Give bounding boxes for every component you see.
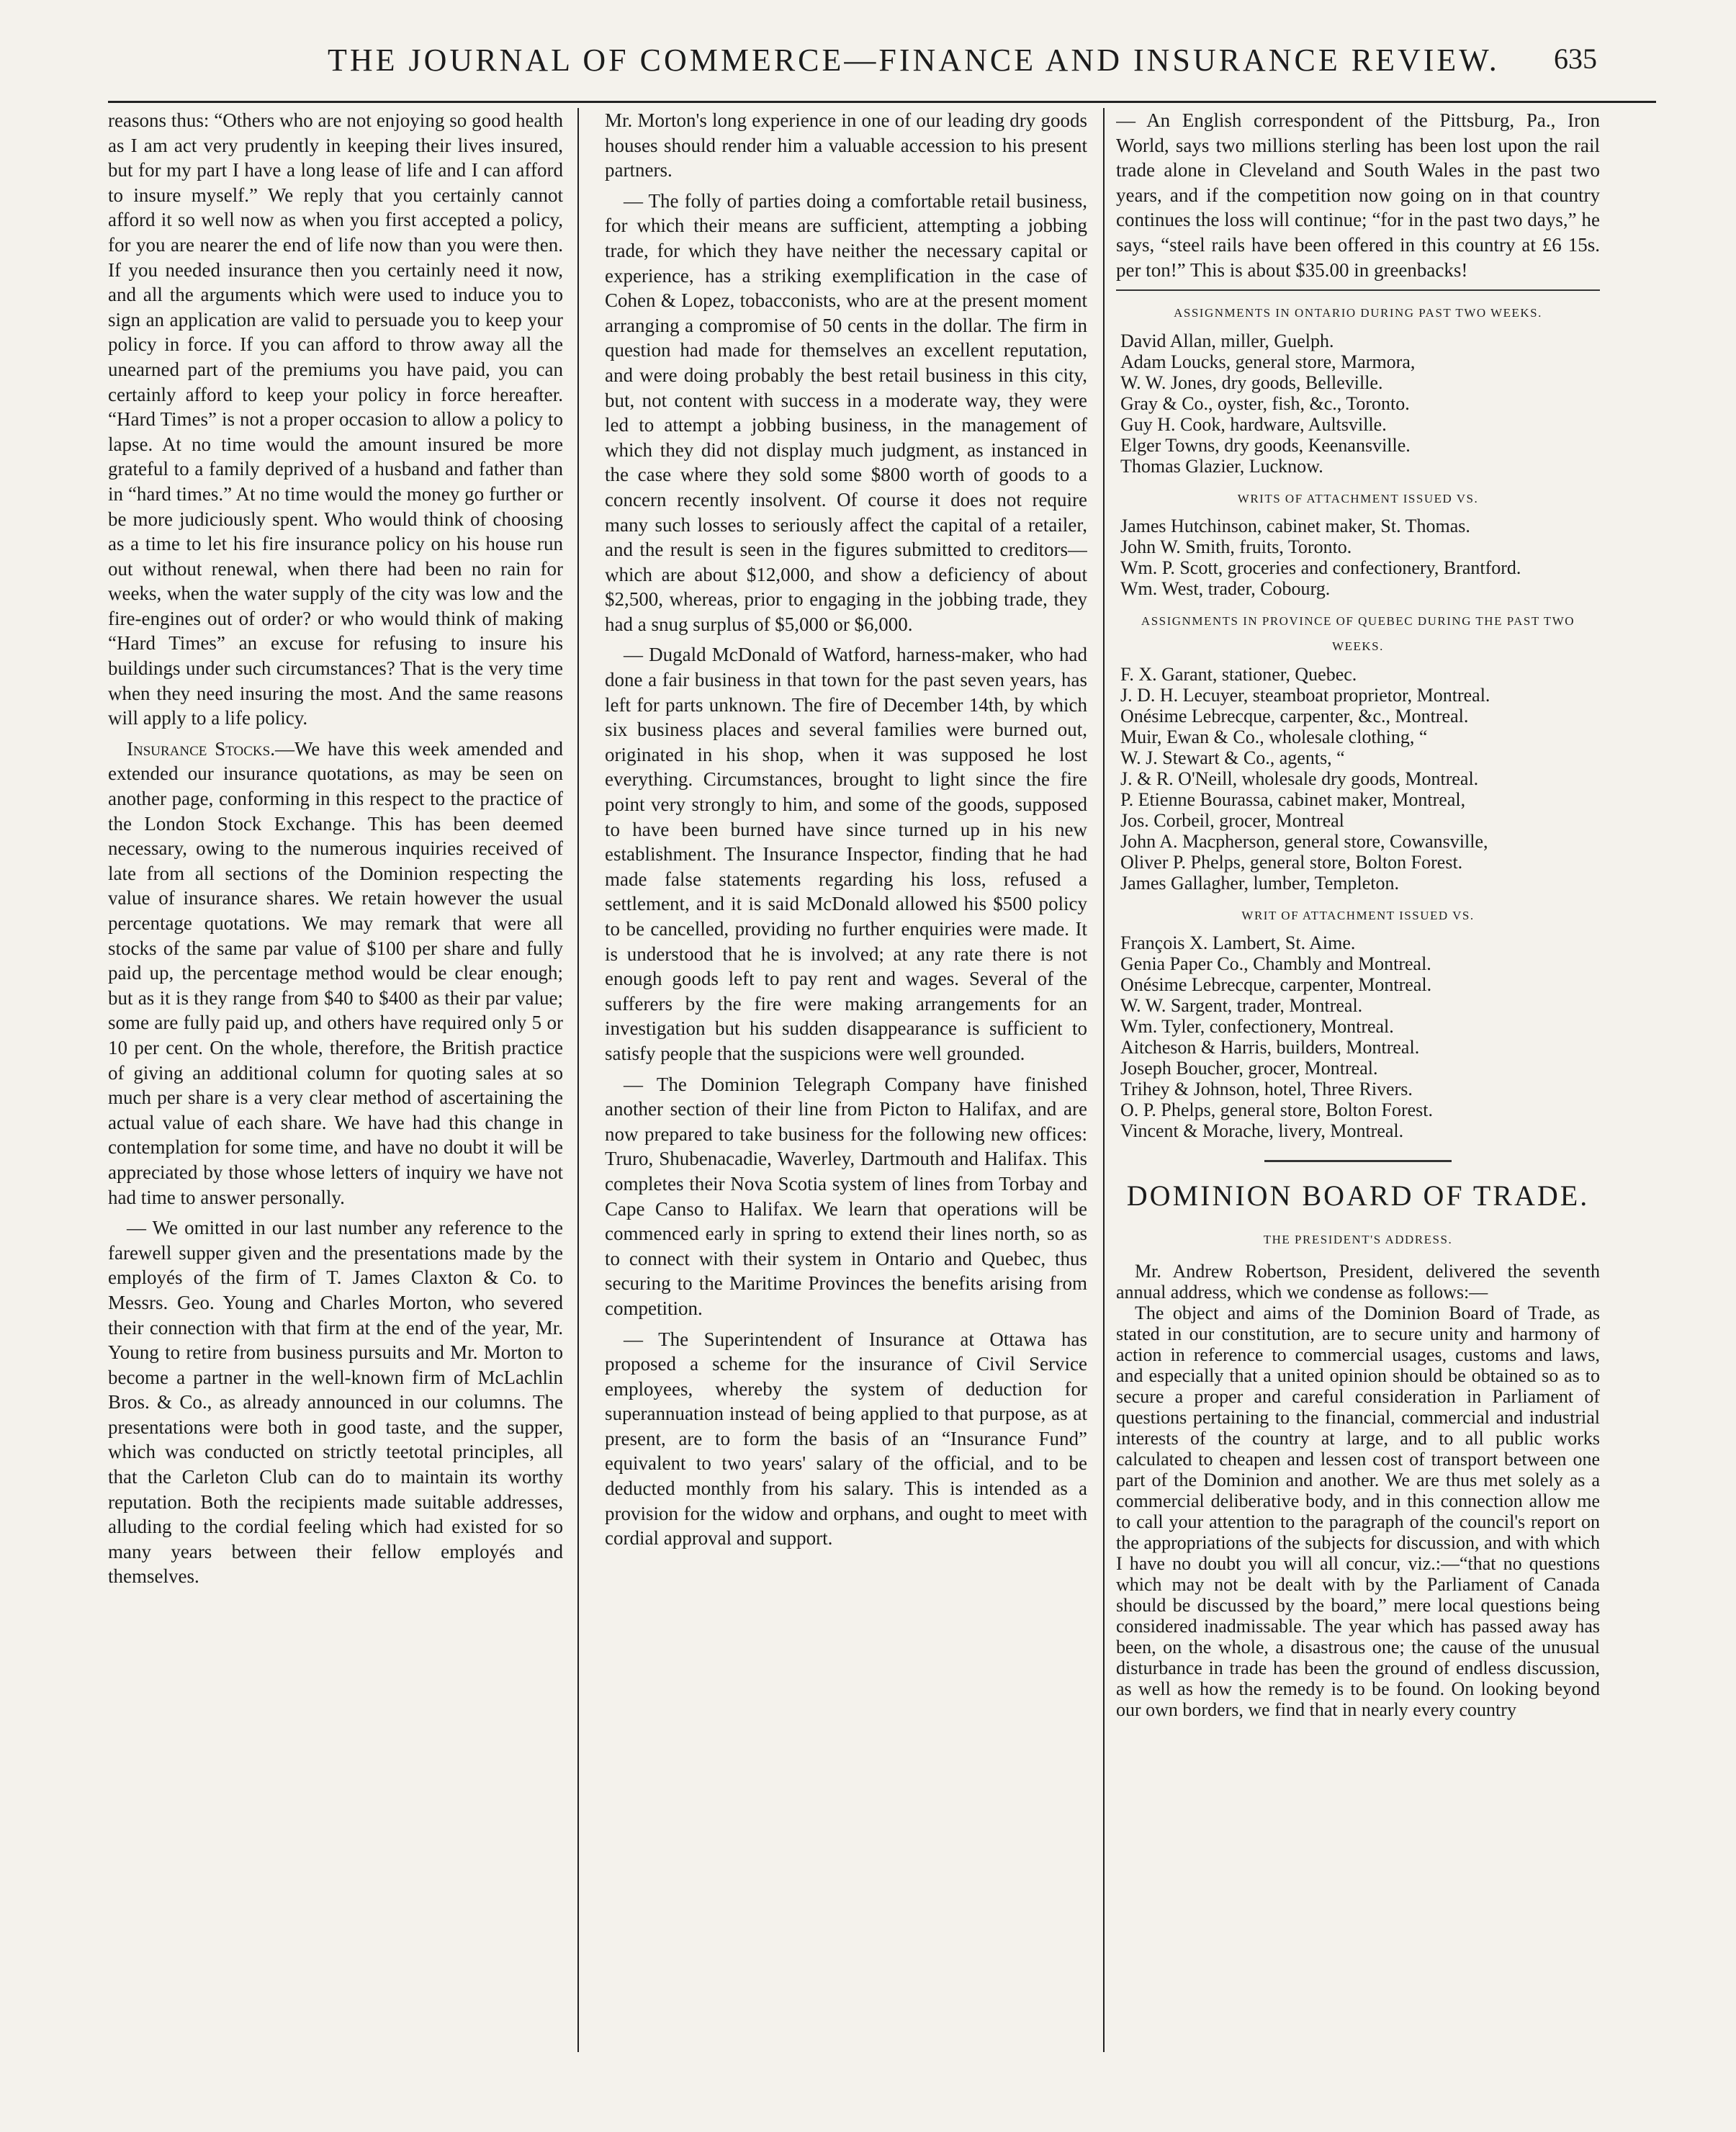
list-item: Muir, Ewan & Co., wholesale clothing, “: [1120, 726, 1428, 747]
insurance-stocks-body: —We have this week amended and extended our insurance quotations, as may be seen on another page, conforming in this respect to the practice of the London Stock Exchange. This has been deemed necessary, owing to the numerous inquiries received of late from all sections of the Dominion respecting the value of insurance shares. We retain however the usual percentage quotations. We may remark that were all stocks of the same par value of $100 per share and fully paid up, the percentage method would be clear enough; but as it is they range from $40 to $400 as their par value; some are fully paid up, and others have required only 5 or 10 per cent. On the whole, therefore, the British practice of giving an additional column for quoting sales at so much per share is a very clear method of ascertaining the actual value of each share. We have had this change in contemplation for some time, and have no doubt it will be appreciated by those whose letters of inquiry we have not had time to answer personally.: [108, 737, 563, 1208]
list-item: Elger Towns, dry goods, Keenansville.: [1120, 434, 1411, 456]
list-item: Oliver P. Phelps, general store, Bolton Forest.: [1120, 851, 1463, 873]
list-item: Trihey & Johnson, hotel, Three Rivers.: [1120, 1079, 1413, 1100]
list-item: David Allan, miller, Guelph.: [1120, 330, 1334, 351]
page-header: [0, 42, 1736, 85]
list-item: Wm. P. Scott, groceries and confectionery, Brantford.: [1120, 557, 1521, 579]
list-item: François X. Lambert, St. Aime.: [1120, 932, 1356, 954]
list-item: John W. Smith, fruits, Toronto.: [1120, 536, 1352, 558]
list-item: John A. Macpherson, general store, Cowansville,: [1120, 830, 1488, 852]
list-item: Onésime Lebrecque, carpenter, Montreal.: [1120, 974, 1432, 996]
list-item: F. X. Garant, stationer, Quebec.: [1120, 663, 1357, 685]
list-item: J. D. H. Lecuyer, steamboat proprietor, Montreal.: [1120, 684, 1490, 706]
column-3: [1116, 108, 1600, 2117]
list-item: P. Etienne Bourassa, cabinet maker, Montreal,: [1120, 788, 1466, 810]
list-item: Vincent & Morache, livery, Montreal.: [1120, 1120, 1404, 1142]
list-item: Jos. Corbeil, grocer, Montreal: [1120, 809, 1344, 831]
address-body: The object and aims of the Dominion Board of Trade, as stated in our constitution, are to secure unity and harmony of action in reference to commercial usages, customs and laws, and especially that a united opinion should be obtained so as to secure a proper and careful consideration in Parliament of questions pertaining to the financial, commercial and industrial interests of the country at large, and to all public works calculated to cheapen and lessen cost of transport between one part of the Dominion and another. We are thus met solely as a commercial deliberative body, and in this connection allow me to call your attention to the paragraph of the council's report on the appropriations of the subjects for discussion, and with which I have no doubt you will all concur, viz.:—“that no questions which may not be dealt with by the Parliament of Canada should be discussed by the board,” mere local questions being considered inadmissable. The year which has passed away has been, on the whole, a disastrous one; the cause of the unusual disturbance in trade has been the ground of endless discussion, as well as how the remedy is to be found. On looking beyond our own borders, we find that in nearly every country: [1116, 1303, 1600, 1721]
board-of-trade-title: DOMINION BOARD OF TRADE.: [1126, 1179, 1590, 1213]
journal-title: THE JOURNAL OF COMMERCE—FINANCE AND INSURANCE REVIEW.: [328, 42, 1500, 78]
list-item: Onésime Lebrecque, carpenter, &c., Montreal.: [1120, 705, 1469, 727]
insurance-stocks-lead: Insurance Stocks.: [127, 737, 275, 760]
list-item: Wm. West, trader, Cobourg.: [1120, 578, 1331, 600]
list-item: Wm. Tyler, confectionery, Montreal.: [1120, 1016, 1394, 1038]
list-ontario: [1116, 330, 1600, 477]
article-life-insurance: reasons thus: “Others who are not enjoying so good health as I am act very prudently in keeping their lives insured, but for my part I have a long lease of life and I can afford to insure myself.” We reply that you certainly cannot afford it so well now as when you first accepted a policy, for you are nearer the end of life now than you were then. If you needed insurance then you certainly need it now, and all the arguments which were used to induce you to sign an application are valid to persuade you to keep your policy in force. If you can afford to throw away all the unearned part of the premiums you have paid, you can certainly afford to keep your policy in force hereafter. “Hard Times” is not a proper occasion to allow a policy to lapse. At no time would the amount insured be more grateful to a family deprived of a husband and father than in “hard times.” At no time would the money go further or be more judiciously spent. Who would think of choosing as a time to let his fire insurance policy on his house run out without renewal, when there had been no rain for weeks, when the water supply of the city was low and the fire-engines out of order? or who would think of making “Hard Times” an excuse for refusing to insure his buildings under such circumstances? That is the very time when they need insuring the most. And the same reasons will apply to a life policy.: [108, 109, 563, 729]
list-item: J. & R. O'Neill, wholesale dry goods, Montreal.: [1120, 768, 1479, 789]
list-item: Joseph Boucher, grocer, Montreal.: [1120, 1058, 1378, 1079]
list-item: Genia Paper Co., Chambly and Montreal.: [1120, 953, 1431, 975]
presidents-address: [1116, 1261, 1600, 1720]
column-1: [108, 108, 563, 2117]
header-rule: [108, 101, 1656, 103]
list-quebec: [1116, 664, 1600, 894]
section-rule: [1116, 289, 1600, 291]
list-item: James Hutchinson, cabinet maker, St. Thomas.: [1120, 516, 1470, 537]
column-2: [605, 108, 1087, 2117]
column-divider-2: [1103, 108, 1105, 2052]
heading-assignments-ontario: ASSIGNMENTS IN ONTARIO DURING PAST TWO WEEKS.: [1174, 306, 1542, 320]
list-item: James Gallagher, lumber, Templeton.: [1120, 872, 1399, 894]
heading-writs-ontario: WRITS OF ATTACHMENT ISSUED VS.: [1237, 491, 1479, 505]
list-writs-ontario: [1116, 516, 1600, 599]
address-intro: Mr. Andrew Robertson, President, delivered the seventh annual address, which we condense as follows:—: [1116, 1261, 1600, 1303]
list-item: Thomas Glazier, Lucknow.: [1120, 455, 1323, 477]
article-telegraph: — The Dominion Telegraph Company have finished another section of their line from Picton to Halifax, and are now prepared to take business for the following new offices: Truro, Shubenacadie, Waverley, Dartmouth and Halifax. This completes their Nova Scotia system of lines from Torbay and Cape Canso to Halifax. We learn that operations will be commenced early in spring to extend their lines north, so as to connect with their system in Ontario and Quebec, thus securing to the Maritime Provinces the benefits arising from competition.: [605, 1073, 1087, 1319]
article-rail-trade: — An English correspondent of the Pittsburg, Pa., Iron World, says two millions sterling has been lost upon the rail trade alone in Cleveland and South Wales in the past two years, and if the competition now going on in that country continues the loss will continue; “for in the past two days,” he says, “steel rails have been offered in this country at £6 15s. per ton!” This is about $35.00 in greenbacks!: [1116, 109, 1600, 281]
section-divider: [1264, 1160, 1452, 1162]
list-item: Aitcheson & Harris, builders, Montreal.: [1120, 1037, 1420, 1058]
article-superintendent: — The Superintendent of Insurance at Ottawa has proposed a scheme for the insurance of Civil Service employees, whereby the system of deduction for superannuation instead of being applied to that purpose, as at present, are to form the basis of an “Insurance Fund” equivalent to two years' salary of the official, and to be deducted monthly from his salary. This is intended as a provision for the widow and orphans, and ought to meet with cordial approval and support.: [605, 1328, 1087, 1549]
list-item: O. P. Phelps, general store, Bolton Forest.: [1120, 1099, 1434, 1121]
article-mcdonald: — Dugald McDonald of Watford, harness-maker, who had done a fair business in that town for the past seven years, has left for parts unknown. The fire of December 14th, by which six business places and several families were burned out, originated in his shop, when it was supposed he lost everything. Circumstances, brought to light since the fire point very strongly to him, and some of the goods, supposed to have been burned have since turned up in his new establishment. The Insurance Inspector, finding that he had made false statements regarding his loss, refused a settlement, and it is said McDonald allowed his $500 policy to be cancelled, providing no further enquiries were made. It is understood that he is involved; at any rate there is not enough goods left to pay rent and wages. Several of the sufferers by the fire were making arrangements for an investigation but his sudden disappearance is sufficient to satisfy people that the suspicions were well grounded.: [605, 644, 1087, 1064]
presidents-address-title: THE PRESIDENT'S ADDRESS.: [1263, 1232, 1453, 1246]
page-number: 635: [1554, 42, 1597, 75]
article-morton: Mr. Morton's long experience in one of our leading dry goods houses should render him a valuable accession to his present partners.: [605, 109, 1087, 181]
article-insurance-stocks: [108, 737, 563, 1210]
list-item: Adam Loucks, general store, Marmora,: [1120, 351, 1416, 372]
list-writ-quebec: [1116, 932, 1600, 1141]
list-item: Guy H. Cook, hardware, Aultsville.: [1120, 413, 1387, 435]
article-cohen-lopez: — The folly of parties doing a comfortable retail business, for which their means are sufficient, attempting a jobbing trade, for which they have neither the necessary capital or experience, has a striking exemplification in the case of Cohen & Lopez, tobacconists, who are at the present moment arranging a compromise of 50 cents in the dollar. The firm in question had made for themselves an excellent reputation, and were doing probably the best retail business in this city, but, not content with success in a moderate way, they were led to attempt a jobbing business, in the management of which they did not display much judgment, as instanced in the case where they sold some $800 worth of goods to a concern recently insolvent. Of course it does not require many such losses to seriously affect the capital of a retailer, and the result is seen in the figures submitted to creditors—which are about $12,000, and show a deficiency of about $2,500, whereas, prior to engaging in the jobbing trade, they had a snug surplus of $5,000 or $6,000.: [605, 189, 1087, 635]
list-item: W. W. Jones, dry goods, Belleville.: [1120, 372, 1383, 393]
heading-assignments-quebec: ASSIGNMENTS IN PROVINCE OF QUEBEC DURING THE PAST TWO WEEKS.: [1141, 614, 1575, 653]
article-farewell-supper: — We omitted in our last number any reference to the farewell supper given and the presentations made by the employés of the firm of T. James Claxton & Co. to Messrs. Geo. Young and Charles Morton, who severed their connection with that firm at the end of the year, Mr. Young to retire from business pursuits and Mr. Morton to become a partner in the well-known firm of McLachlin Bros. & Co., as already announced in our columns. The presentations were both in good taste, and the supper, which was conducted on strictly teetotal principles, all that the Carleton Club can do to maintain its worthy reputation. Both the recipients made suitable addresses, alluding to the cordial feeling which had existed for so many years between their fellow employés and themselves.: [108, 1217, 563, 1588]
list-item: Gray & Co., oyster, fish, &c., Toronto.: [1120, 392, 1410, 414]
list-item: W. J. Stewart & Co., agents, “: [1120, 747, 1345, 768]
heading-writ-quebec: WRIT OF ATTACHMENT ISSUED VS.: [1241, 908, 1475, 922]
list-item: W. W. Sargent, trader, Montreal.: [1120, 995, 1363, 1017]
column-divider-1: [577, 108, 579, 2052]
